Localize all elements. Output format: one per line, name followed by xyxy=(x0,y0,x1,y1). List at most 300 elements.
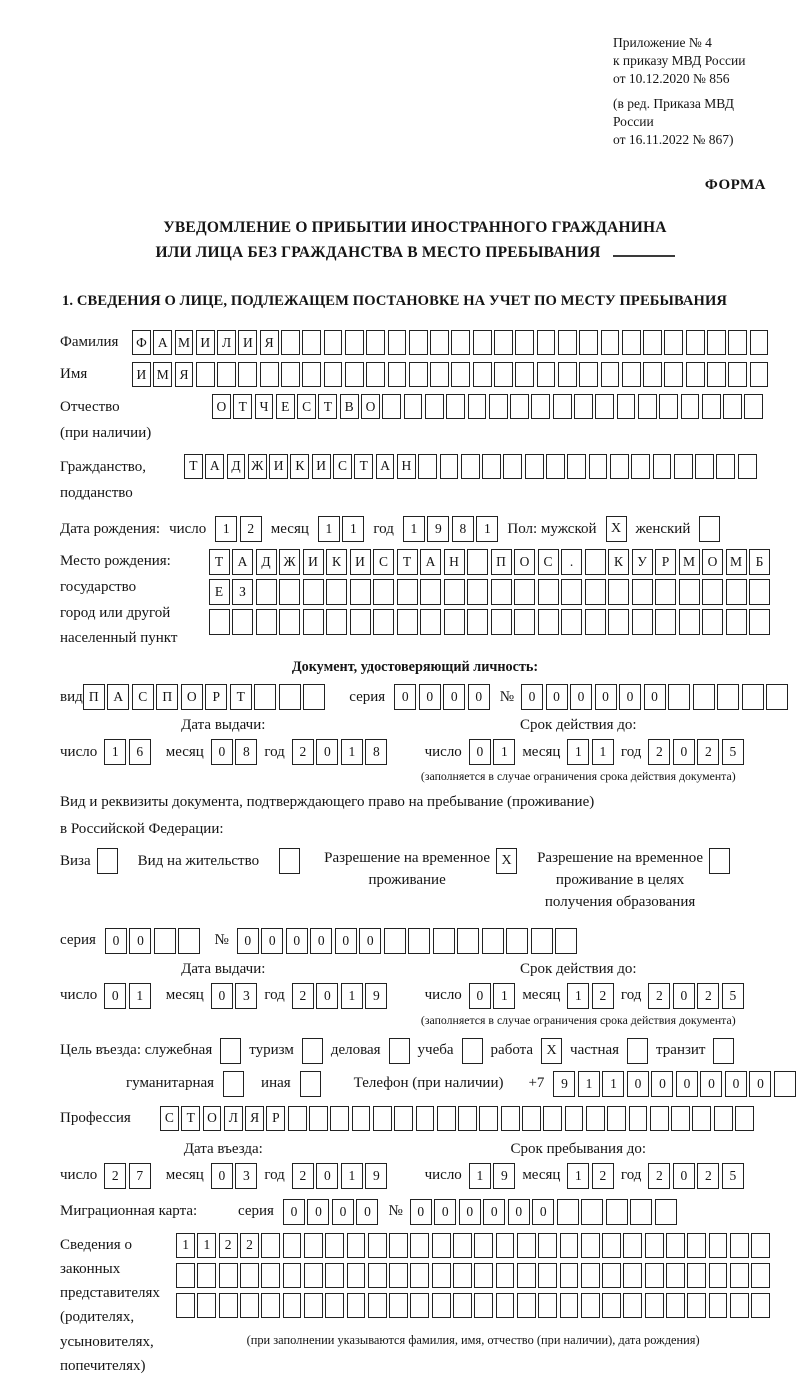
patronymic-cell[interactable] xyxy=(468,394,487,419)
birthplace-cell[interactable] xyxy=(256,579,277,605)
representative-cell[interactable] xyxy=(666,1293,685,1318)
citizenship-cell[interactable] xyxy=(567,454,586,479)
representative-cell[interactable]: 2 xyxy=(219,1233,238,1258)
residence-permit-checkbox[interactable] xyxy=(279,848,300,874)
residency-valid-day-input[interactable] xyxy=(469,983,516,1009)
citizenship-cell[interactable] xyxy=(440,454,459,479)
doc-number-cell[interactable] xyxy=(742,684,764,710)
firstname-cell[interactable] xyxy=(579,362,598,387)
sex-female-cell[interactable] xyxy=(699,516,720,542)
patronymic-cell[interactable] xyxy=(510,394,529,419)
surname-cell[interactable] xyxy=(601,330,620,355)
birthplace-cell[interactable]: З xyxy=(232,579,253,605)
representative-cell[interactable] xyxy=(687,1263,706,1288)
surname-cell[interactable]: Я xyxy=(260,330,279,355)
birthplace-cell[interactable] xyxy=(655,609,676,635)
birth-day-cell[interactable]: 2 xyxy=(240,516,262,542)
patronymic-cell[interactable] xyxy=(553,394,572,419)
representative-cell[interactable] xyxy=(283,1293,302,1318)
firstname-input[interactable] xyxy=(132,362,768,387)
doc-type-cell[interactable]: Р xyxy=(205,684,227,710)
birthplace-cell[interactable] xyxy=(256,609,277,635)
firstname-cell[interactable] xyxy=(345,362,364,387)
surname-cell[interactable] xyxy=(388,330,407,355)
sex-female-checkbox[interactable] xyxy=(699,516,720,542)
residency-valid-cell[interactable]: 2 xyxy=(592,983,614,1009)
entry-day-input[interactable] xyxy=(104,1163,151,1189)
stay-year-input[interactable] xyxy=(648,1163,744,1189)
representative-cell[interactable] xyxy=(176,1263,195,1288)
birthplace-cell[interactable] xyxy=(585,579,606,605)
phone-cell[interactable]: 0 xyxy=(651,1071,673,1097)
birthplace-cell[interactable] xyxy=(585,609,606,635)
id-issue-month-input[interactable] xyxy=(211,739,258,765)
entry-cell[interactable]: 3 xyxy=(235,1163,257,1189)
representative-cell[interactable] xyxy=(347,1293,366,1318)
edu-cell[interactable] xyxy=(709,848,730,874)
profession-cell[interactable] xyxy=(586,1106,605,1131)
migration-number-cell[interactable] xyxy=(630,1199,652,1225)
birth-year-cell[interactable]: 9 xyxy=(427,516,449,542)
temp-residence-checkbox[interactable] xyxy=(496,848,517,874)
firstname-cell[interactable] xyxy=(728,362,747,387)
residency-valid-month-input[interactable] xyxy=(567,983,614,1009)
doc-number-cell[interactable]: 0 xyxy=(570,684,592,710)
citizenship-cell[interactable]: Ж xyxy=(248,454,267,479)
patronymic-cell[interactable] xyxy=(638,394,657,419)
firstname-cell[interactable] xyxy=(558,362,577,387)
purpose-cell[interactable]: X xyxy=(541,1038,562,1064)
birthplace-cell[interactable]: Е xyxy=(209,579,230,605)
purpose-study-checkbox[interactable] xyxy=(462,1038,483,1064)
tp-cell[interactable]: X xyxy=(496,848,517,874)
firstname-cell[interactable] xyxy=(707,362,726,387)
residency-number-cell[interactable] xyxy=(482,928,504,954)
representative-cell[interactable] xyxy=(197,1293,216,1318)
entry-cell[interactable]: 0 xyxy=(316,1163,338,1189)
representative-cell[interactable] xyxy=(517,1233,536,1258)
doc-series-cell[interactable]: 0 xyxy=(394,684,416,710)
representative-cell[interactable] xyxy=(623,1293,642,1318)
surname-cell[interactable] xyxy=(707,330,726,355)
patronymic-cell[interactable] xyxy=(382,394,401,419)
birthplace-cell[interactable] xyxy=(514,579,535,605)
patronymic-cell[interactable] xyxy=(574,394,593,419)
representative-cell[interactable] xyxy=(325,1233,344,1258)
firstname-cell[interactable]: Я xyxy=(175,362,194,387)
representative-cell[interactable] xyxy=(687,1293,706,1318)
representative-cell[interactable] xyxy=(666,1263,685,1288)
surname-cell[interactable]: И xyxy=(196,330,215,355)
representative-cell[interactable] xyxy=(645,1263,664,1288)
birthplace-cell[interactable] xyxy=(632,609,653,635)
doc-number-cell[interactable] xyxy=(717,684,739,710)
representative-cell[interactable] xyxy=(730,1263,749,1288)
birthplace-cell[interactable] xyxy=(749,579,770,605)
stay-cell[interactable]: 2 xyxy=(697,1163,719,1189)
citizenship-cell[interactable]: Д xyxy=(227,454,246,479)
representative-cell[interactable] xyxy=(474,1233,493,1258)
firstname-cell[interactable] xyxy=(409,362,428,387)
purpose-cell[interactable] xyxy=(713,1038,734,1064)
surname-cell[interactable] xyxy=(579,330,598,355)
representative-cell[interactable] xyxy=(709,1233,728,1258)
residency-number-cell[interactable] xyxy=(506,928,528,954)
firstname-cell[interactable] xyxy=(388,362,407,387)
residency-valid-year-input[interactable] xyxy=(648,983,744,1009)
residency-issue-month-input[interactable] xyxy=(211,983,258,1009)
id-issue-cell[interactable]: 6 xyxy=(129,739,151,765)
id-issue-cell[interactable]: 1 xyxy=(341,739,363,765)
citizenship-cell[interactable]: Н xyxy=(397,454,416,479)
representative-cell[interactable] xyxy=(432,1263,451,1288)
representative-cell[interactable] xyxy=(368,1233,387,1258)
patronymic-cell[interactable] xyxy=(723,394,742,419)
firstname-cell[interactable] xyxy=(196,362,215,387)
migration-number-cell[interactable]: 0 xyxy=(508,1199,530,1225)
firstname-cell[interactable] xyxy=(430,362,449,387)
patronymic-cell[interactable]: Т xyxy=(318,394,337,419)
representative-cell[interactable] xyxy=(496,1263,515,1288)
residency-number-cell[interactable] xyxy=(531,928,553,954)
patronymic-cell[interactable] xyxy=(404,394,423,419)
migration-number-cell[interactable] xyxy=(606,1199,628,1225)
migration-series-input[interactable] xyxy=(283,1199,379,1225)
doc-type-input[interactable] xyxy=(83,684,326,710)
representative-cell[interactable] xyxy=(347,1263,366,1288)
profession-cell[interactable] xyxy=(565,1106,584,1131)
entry-cell[interactable]: 0 xyxy=(211,1163,233,1189)
birth-year-input[interactable] xyxy=(403,516,499,542)
id-valid-cell[interactable]: 1 xyxy=(493,739,515,765)
doc-number-cell[interactable]: 0 xyxy=(619,684,641,710)
surname-cell[interactable] xyxy=(686,330,705,355)
surname-cell[interactable]: М xyxy=(175,330,194,355)
birthplace-cell[interactable] xyxy=(209,609,230,635)
representative-cell[interactable] xyxy=(581,1233,600,1258)
citizenship-cell[interactable] xyxy=(461,454,480,479)
firstname-cell[interactable] xyxy=(260,362,279,387)
doc-series-input[interactable] xyxy=(394,684,490,710)
representative-cell[interactable] xyxy=(496,1293,515,1318)
birthplace-cell[interactable] xyxy=(514,609,535,635)
surname-cell[interactable] xyxy=(515,330,534,355)
doc-series-cell[interactable]: 0 xyxy=(468,684,490,710)
doc-type-cell[interactable] xyxy=(254,684,276,710)
residency-series-input[interactable] xyxy=(105,928,201,954)
id-valid-cell[interactable]: 0 xyxy=(469,739,491,765)
surname-cell[interactable] xyxy=(750,330,769,355)
doc-number-cell[interactable] xyxy=(668,684,690,710)
entry-cell[interactable]: 7 xyxy=(129,1163,151,1189)
firstname-cell[interactable] xyxy=(217,362,236,387)
firstname-cell[interactable] xyxy=(643,362,662,387)
doc-number-cell[interactable]: 0 xyxy=(644,684,666,710)
edu-residence-checkbox[interactable] xyxy=(709,848,730,874)
birthplace-cell[interactable]: Т xyxy=(209,549,230,575)
surname-cell[interactable] xyxy=(728,330,747,355)
representative-cell[interactable] xyxy=(666,1233,685,1258)
birthplace-cell[interactable] xyxy=(491,609,512,635)
profession-cell[interactable] xyxy=(650,1106,669,1131)
profession-cell[interactable] xyxy=(458,1106,477,1131)
surname-cell[interactable] xyxy=(537,330,556,355)
representative-cell[interactable] xyxy=(538,1293,557,1318)
doc-number-cell[interactable] xyxy=(766,684,788,710)
phone-input[interactable] xyxy=(553,1071,796,1097)
residency-number-input[interactable] xyxy=(237,928,578,954)
birthplace-cell[interactable]: А xyxy=(232,549,253,575)
residency-valid-cell[interactable]: 0 xyxy=(673,983,695,1009)
migration-series-cell[interactable]: 0 xyxy=(332,1199,354,1225)
representative-cell[interactable] xyxy=(538,1233,557,1258)
profession-cell[interactable] xyxy=(522,1106,541,1131)
phone-cell[interactable]: 0 xyxy=(749,1071,771,1097)
patronymic-cell[interactable]: С xyxy=(297,394,316,419)
id-valid-cell[interactable]: 2 xyxy=(697,739,719,765)
birthplace-cell[interactable] xyxy=(326,609,347,635)
birthplace-cell[interactable] xyxy=(702,609,723,635)
birthplace-cell[interactable] xyxy=(608,579,629,605)
citizenship-cell[interactable] xyxy=(503,454,522,479)
profession-cell[interactable] xyxy=(543,1106,562,1131)
profession-input[interactable] xyxy=(160,1106,754,1131)
residency-valid-cell[interactable]: 1 xyxy=(567,983,589,1009)
birthplace-cell[interactable] xyxy=(749,609,770,635)
birthplace-cell[interactable] xyxy=(679,579,700,605)
representative-cell[interactable] xyxy=(645,1233,664,1258)
patronymic-cell[interactable]: В xyxy=(340,394,359,419)
purpose-transit-checkbox[interactable] xyxy=(713,1038,734,1064)
surname-cell[interactable] xyxy=(473,330,492,355)
birthplace-cell[interactable]: И xyxy=(350,549,371,575)
representative-cell[interactable] xyxy=(283,1233,302,1258)
representative-cell[interactable] xyxy=(325,1293,344,1318)
patronymic-cell[interactable] xyxy=(489,394,508,419)
profession-cell[interactable] xyxy=(607,1106,626,1131)
surname-cell[interactable] xyxy=(494,330,513,355)
stay-cell[interactable]: 1 xyxy=(567,1163,589,1189)
residency-valid-cell[interactable]: 5 xyxy=(722,983,744,1009)
birthplace-cell[interactable]: А xyxy=(420,549,441,575)
birthplace-cell[interactable] xyxy=(420,609,441,635)
migration-number-cell[interactable]: 0 xyxy=(483,1199,505,1225)
birthplace-cell[interactable]: Т xyxy=(397,549,418,575)
citizenship-cell[interactable]: К xyxy=(290,454,309,479)
patronymic-cell[interactable] xyxy=(446,394,465,419)
citizenship-cell[interactable] xyxy=(418,454,437,479)
citizenship-cell[interactable]: И xyxy=(312,454,331,479)
profession-cell[interactable] xyxy=(288,1106,307,1131)
representative-cell[interactable] xyxy=(261,1263,280,1288)
surname-cell[interactable] xyxy=(281,330,300,355)
birthplace-cell[interactable]: Д xyxy=(256,549,277,575)
citizenship-cell[interactable]: И xyxy=(269,454,288,479)
birthplace-cell[interactable] xyxy=(303,609,324,635)
purpose-cell[interactable] xyxy=(462,1038,483,1064)
birthplace-cell[interactable] xyxy=(632,579,653,605)
residency-valid-cell[interactable]: 2 xyxy=(648,983,670,1009)
citizenship-input[interactable] xyxy=(184,454,757,479)
representative-cell[interactable] xyxy=(517,1263,536,1288)
birthplace-cell[interactable]: С xyxy=(373,549,394,575)
birth-day-input[interactable] xyxy=(215,516,262,542)
birthplace-cell[interactable] xyxy=(326,579,347,605)
representative-cell[interactable] xyxy=(240,1263,259,1288)
sex-male-checkbox[interactable] xyxy=(606,516,627,542)
residency-issue-cell[interactable]: 0 xyxy=(104,983,126,1009)
patronymic-cell[interactable] xyxy=(595,394,614,419)
birthplace-cell[interactable] xyxy=(467,549,488,575)
birthplace-row3-input[interactable] xyxy=(209,609,771,635)
representative-cell[interactable] xyxy=(709,1293,728,1318)
firstname-cell[interactable] xyxy=(750,362,769,387)
stay-cell[interactable]: 5 xyxy=(722,1163,744,1189)
id-valid-cell[interactable]: 1 xyxy=(592,739,614,765)
surname-cell[interactable] xyxy=(664,330,683,355)
representative-cell[interactable] xyxy=(453,1263,472,1288)
profession-cell[interactable]: Р xyxy=(266,1106,285,1131)
surname-cell[interactable] xyxy=(345,330,364,355)
birthplace-cell[interactable] xyxy=(420,579,441,605)
purpose-commercial-checkbox[interactable] xyxy=(389,1038,410,1064)
representative-cell[interactable] xyxy=(730,1233,749,1258)
representative-cell[interactable] xyxy=(197,1263,216,1288)
surname-cell[interactable] xyxy=(622,330,641,355)
profession-cell[interactable] xyxy=(629,1106,648,1131)
firstname-cell[interactable]: М xyxy=(153,362,172,387)
migration-series-cell[interactable]: 0 xyxy=(356,1199,378,1225)
phone-cell[interactable]: 0 xyxy=(676,1071,698,1097)
id-valid-cell[interactable]: 5 xyxy=(722,739,744,765)
patronymic-cell[interactable]: О xyxy=(212,394,231,419)
birthplace-row1-input[interactable] xyxy=(209,549,771,575)
id-valid-day-input[interactable] xyxy=(469,739,516,765)
firstname-cell[interactable] xyxy=(281,362,300,387)
birthplace-cell[interactable]: О xyxy=(702,549,723,575)
birthplace-cell[interactable]: Ж xyxy=(279,549,300,575)
representative-cell[interactable]: 1 xyxy=(176,1233,195,1258)
citizenship-cell[interactable] xyxy=(716,454,735,479)
purpose-business-checkbox[interactable] xyxy=(220,1038,241,1064)
representative-cell[interactable] xyxy=(602,1233,621,1258)
citizenship-cell[interactable] xyxy=(589,454,608,479)
representative-cell[interactable] xyxy=(474,1293,493,1318)
profession-cell[interactable] xyxy=(501,1106,520,1131)
migration-series-cell[interactable]: 0 xyxy=(307,1199,329,1225)
citizenship-cell[interactable]: Т xyxy=(184,454,203,479)
birth-month-input[interactable] xyxy=(318,516,365,542)
residency-series-cell[interactable] xyxy=(178,928,200,954)
birthplace-cell[interactable]: . xyxy=(561,549,582,575)
residency-number-cell[interactable] xyxy=(384,928,406,954)
residency-number-cell[interactable]: 0 xyxy=(261,928,283,954)
id-valid-cell[interactable]: 1 xyxy=(567,739,589,765)
representative-cell[interactable] xyxy=(581,1263,600,1288)
visa-cell[interactable] xyxy=(97,848,118,874)
birthplace-cell[interactable] xyxy=(538,579,559,605)
profession-cell[interactable] xyxy=(692,1106,711,1131)
profession-cell[interactable] xyxy=(479,1106,498,1131)
migration-number-cell[interactable]: 0 xyxy=(532,1199,554,1225)
residency-number-cell[interactable]: 0 xyxy=(359,928,381,954)
entry-cell[interactable]: 1 xyxy=(341,1163,363,1189)
firstname-cell[interactable] xyxy=(601,362,620,387)
entry-year-input[interactable] xyxy=(292,1163,388,1189)
surname-input[interactable] xyxy=(132,330,768,355)
representative-cell[interactable] xyxy=(410,1263,429,1288)
birthplace-cell[interactable]: М xyxy=(726,549,747,575)
firstname-cell[interactable] xyxy=(366,362,385,387)
representative-cell[interactable] xyxy=(261,1233,280,1258)
representative-cell[interactable] xyxy=(602,1263,621,1288)
patronymic-cell[interactable]: Т xyxy=(233,394,252,419)
patronymic-cell[interactable]: Ч xyxy=(255,394,274,419)
firstname-cell[interactable] xyxy=(473,362,492,387)
patronymic-cell[interactable] xyxy=(531,394,550,419)
representative-cell[interactable] xyxy=(645,1293,664,1318)
doc-number-input[interactable] xyxy=(521,684,788,710)
birthplace-cell[interactable]: Б xyxy=(749,549,770,575)
firstname-cell[interactable] xyxy=(622,362,641,387)
doc-series-cell[interactable]: 0 xyxy=(443,684,465,710)
surname-cell[interactable] xyxy=(430,330,449,355)
firstname-cell[interactable] xyxy=(664,362,683,387)
phone-cell[interactable]: 0 xyxy=(725,1071,747,1097)
residency-number-cell[interactable] xyxy=(433,928,455,954)
id-issue-cell[interactable]: 0 xyxy=(211,739,233,765)
surname-cell[interactable] xyxy=(643,330,662,355)
birthplace-cell[interactable] xyxy=(373,609,394,635)
profession-cell[interactable] xyxy=(352,1106,371,1131)
profession-cell[interactable] xyxy=(437,1106,456,1131)
citizenship-cell[interactable] xyxy=(695,454,714,479)
representative-cell[interactable] xyxy=(410,1293,429,1318)
patronymic-cell[interactable] xyxy=(659,394,678,419)
purpose-other-checkbox[interactable] xyxy=(300,1071,321,1097)
birthplace-cell[interactable]: К xyxy=(608,549,629,575)
birthplace-cell[interactable] xyxy=(467,579,488,605)
purpose-cell[interactable] xyxy=(220,1038,241,1064)
patronymic-cell[interactable]: Е xyxy=(276,394,295,419)
doc-type-cell[interactable]: П xyxy=(83,684,105,710)
stay-cell[interactable]: 0 xyxy=(673,1163,695,1189)
phone-cell[interactable]: 0 xyxy=(627,1071,649,1097)
citizenship-cell[interactable]: А xyxy=(376,454,395,479)
representatives-row2-input[interactable] xyxy=(176,1263,770,1288)
phone-cell[interactable]: 0 xyxy=(700,1071,722,1097)
birthplace-cell[interactable] xyxy=(608,609,629,635)
migration-number-cell[interactable]: 0 xyxy=(410,1199,432,1225)
representative-cell[interactable] xyxy=(304,1263,323,1288)
birthplace-cell[interactable] xyxy=(538,609,559,635)
residency-issue-cell[interactable]: 1 xyxy=(341,983,363,1009)
representative-cell[interactable] xyxy=(496,1233,515,1258)
representative-cell[interactable] xyxy=(560,1233,579,1258)
representative-cell[interactable] xyxy=(730,1293,749,1318)
representative-cell[interactable] xyxy=(560,1293,579,1318)
profession-cell[interactable] xyxy=(330,1106,349,1131)
firstname-cell[interactable] xyxy=(324,362,343,387)
purpose-cell[interactable] xyxy=(300,1071,321,1097)
residency-issue-cell[interactable]: 0 xyxy=(316,983,338,1009)
id-issue-year-input[interactable] xyxy=(292,739,388,765)
patronymic-cell[interactable] xyxy=(702,394,721,419)
residency-valid-cell[interactable]: 2 xyxy=(697,983,719,1009)
surname-cell[interactable]: Ф xyxy=(132,330,151,355)
citizenship-cell[interactable] xyxy=(546,454,565,479)
birthplace-cell[interactable]: Р xyxy=(655,549,676,575)
